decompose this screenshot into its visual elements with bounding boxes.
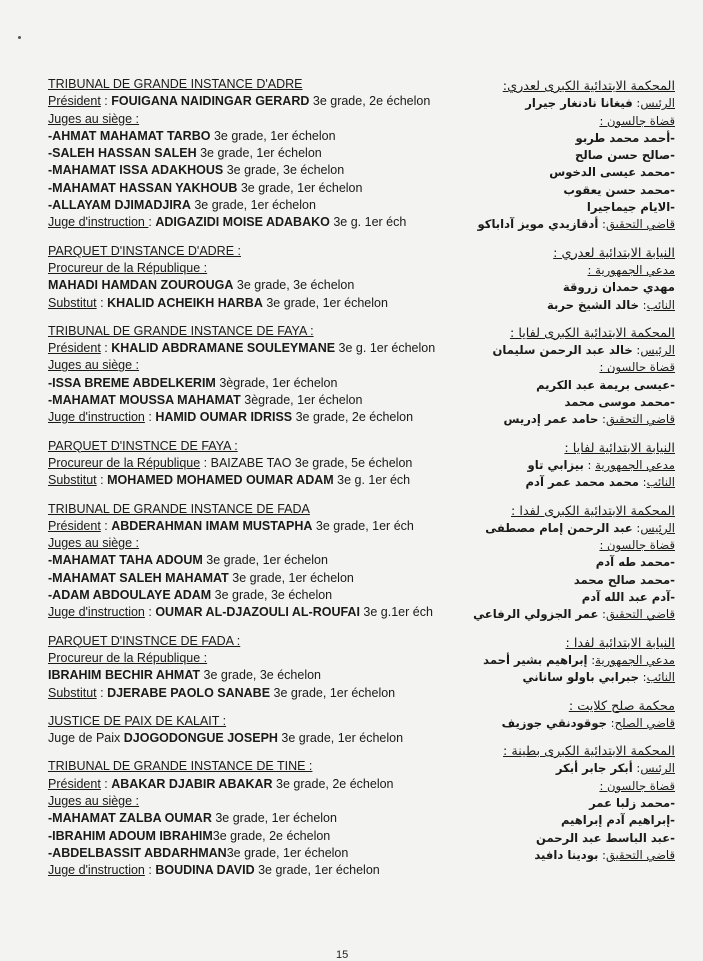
ar-entry-line: [450, 760, 675, 777]
official-name: FOUIGANA NAIDINGAR GERARD: [111, 94, 310, 109]
official-name: خالد عبد الرحمن سليمان: [492, 343, 633, 358]
fr-section: [48, 76, 448, 232]
section-gap: [450, 314, 675, 325]
grade-echelon: 3e grade, 1er échelon: [210, 128, 336, 143]
grade-echelon: 3e grade, 1er échelon: [228, 570, 354, 585]
role-label: Substitut: [48, 473, 97, 488]
grade-echelon: 3ègrade, 1er échelon: [240, 393, 363, 408]
ar-entry-line: [450, 199, 675, 216]
grade-echelon: 3e grade, 1er éch: [312, 518, 414, 533]
subheading: قضاة جالسون :: [599, 538, 675, 553]
ar-entry-line: [450, 359, 675, 376]
subheading: قضاة جالسون :: [599, 778, 675, 793]
fr-section-title: TRIBUNAL DE GRANDE INSTANCE D'ADRE: [48, 77, 303, 91]
separator: :: [632, 761, 641, 776]
official-name: -محمد عيسى الدخوس: [549, 165, 675, 180]
grade-echelon: 3e grade, 1er échelon: [254, 863, 380, 878]
ar-entry-line: [450, 164, 675, 181]
grade-echelon: 3e grade, 1er échelon: [190, 198, 316, 213]
scan-speck: [18, 36, 21, 39]
subheading: قضاة جالسون :: [599, 113, 675, 128]
section-gap: [48, 312, 448, 323]
fr-entry-line: [48, 455, 448, 472]
grade-echelon: 3e grade, 1er échelon: [196, 146, 322, 161]
ar-entry-line: [450, 669, 675, 686]
ar-entry-line: [450, 830, 675, 847]
official-name: -عيسى بريمة عبد الكريم: [536, 377, 675, 392]
official-name: -أحمد محمد طربو: [575, 130, 675, 145]
official-name: -محمد موسى محمد: [564, 395, 675, 410]
grade-echelon: 3e grade, 3e échelon: [223, 163, 345, 178]
fr-section: [48, 713, 448, 748]
ar-entry-line: [450, 342, 675, 359]
subheading: Juges au siège :: [48, 111, 140, 126]
ar-entry-line: [450, 95, 675, 112]
official-name: -AHMAT MAHAMAT TARBO: [48, 128, 211, 143]
official-name: -MAHAMAT MOUSSA MAHAMAT: [48, 393, 241, 408]
separator: :: [100, 776, 112, 791]
official-name: -MAHAMAT SALEH MAHAMAT: [48, 570, 229, 585]
ar-entry-line: [450, 474, 675, 491]
role-label: Président: [48, 94, 101, 109]
official-name: إبراهيم بشير أحمد: [483, 652, 588, 667]
grade-echelon: 3e g. 1er échelon: [335, 341, 436, 356]
separator: :: [583, 457, 596, 472]
fr-section-title: JUSTICE DE PAIX DE KALAIT :: [48, 713, 227, 728]
fr-entry-line: [48, 145, 448, 162]
separator: :: [200, 455, 211, 470]
separator: :: [100, 341, 112, 356]
fr-section-title: PARQUET D'INSTNCE DE FAYA :: [48, 438, 238, 453]
ar-section: [450, 503, 675, 624]
separator: :: [144, 410, 156, 425]
official-name: -ADAM ABDOULAYE ADAM: [48, 588, 212, 603]
section-gap: [450, 687, 675, 698]
role-label: Juge d'instruction: [48, 215, 149, 230]
french-column: [48, 76, 448, 879]
grade-echelon: 3e g.1er éch: [359, 605, 433, 620]
official-name: جبرابي باولو ساناني: [522, 670, 639, 685]
ar-section: [450, 698, 675, 733]
separator: :: [639, 670, 647, 685]
fr-section-title: PARQUET D'INSTANCE D'ADRE :: [48, 243, 241, 258]
official-name: مهدي حمدان زروقة: [562, 280, 675, 295]
fr-entry-line: [48, 828, 448, 845]
grade-echelon: 3e grade, 1er échelon: [277, 731, 404, 746]
official-name: حامد عمر إدريس: [503, 412, 599, 427]
ar-entry-line: [450, 377, 675, 394]
separator: :: [632, 96, 641, 111]
ar-entry-line: [450, 520, 675, 537]
role-label: مدعي الجمهورية: [595, 457, 675, 472]
ar-entry-line: [450, 113, 675, 130]
ar-section-title: المحكمة الابتدائية الكبرى بطينة :: [503, 744, 675, 760]
fr-entry-line: [48, 260, 448, 277]
ar-section-title: المحكمة الابتدائية الكبرى لعدري:: [502, 79, 675, 94]
official-name: IBRAHIM BECHIR AHMAT: [48, 668, 201, 683]
official-name: -IBRAHIM ADOUM IBRAHIM: [48, 828, 213, 843]
subheading: قضاة جالسون :: [599, 360, 675, 375]
ar-section: [450, 245, 675, 314]
ar-section: [450, 325, 675, 429]
role-label: قاضي التحقيق: [605, 217, 675, 232]
official-name: -آدم عبد الله آدم: [581, 590, 675, 605]
ar-section-title: النيابة الابتدائية لفايا :: [564, 440, 675, 456]
fr-entry-line: [48, 277, 448, 294]
grade-echelon: 3ègrade, 1er échelon: [215, 375, 338, 390]
separator: :: [96, 685, 108, 700]
official-name: MAHADI HAMDAN ZOUROUGA: [48, 278, 234, 293]
official-name: -محمد زلبا عمر: [589, 795, 675, 810]
fr-section-title: TRIBUNAL DE GRANDE INSTANCE DE FAYA :: [48, 323, 314, 338]
official-name: -ALLAYAM DJIMADJIRA: [48, 198, 191, 213]
ar-entry-line: [450, 147, 675, 164]
official-name: خالد الشيخ حربة: [547, 297, 639, 312]
separator: :: [598, 847, 606, 862]
ar-entry-line: [450, 457, 675, 474]
section-gap: [48, 747, 448, 758]
subheading: Juges au siège :: [48, 793, 140, 808]
ar-entry-line: [450, 130, 675, 147]
ar-entry-line: [450, 847, 675, 864]
role-label: Juge d'instruction: [48, 410, 145, 425]
official-name: DJOGODONGUE JOSEPH: [123, 731, 278, 746]
grade-echelon: 3e grade, 3e échelon: [211, 588, 333, 603]
role-label: Président: [48, 776, 101, 791]
separator: :: [598, 607, 606, 622]
ar-section-title: المحكمة الابتدائية الكبرى لفايا :: [509, 325, 675, 341]
role-label: مدعي الجمهورية: [595, 652, 675, 667]
subheading: Procureur de la République :: [48, 650, 208, 665]
fr-entry-line: [48, 472, 448, 489]
fr-entry-line: [48, 409, 448, 426]
fr-entry-line: [48, 357, 448, 374]
grade-echelon: 3e g. 1er éch: [333, 473, 411, 488]
ar-section-title: محكمة صلح كلايت :: [568, 698, 675, 714]
ar-section: [450, 743, 675, 864]
separator: :: [632, 343, 641, 358]
role-label: الرئيس: [640, 343, 675, 358]
official-name: DJERABE PAOLO SANABE: [107, 685, 271, 700]
official-name: ADIGAZIDI MOISE ADABAKO: [155, 215, 330, 230]
ar-entry-line: [450, 812, 675, 829]
role-label: النائب: [646, 297, 675, 312]
grade-echelon: 3e grade, 1er échelon: [226, 845, 349, 860]
official-name: HAMID OUMAR IDRISS: [155, 410, 293, 425]
grade-echelon: 3e grade, 1er échelon: [237, 180, 363, 195]
ar-entry-line: [450, 652, 675, 669]
fr-section-title: TRIBUNAL DE GRANDE INSTANCE DE FADA: [48, 501, 310, 516]
fr-entry-line: [48, 776, 448, 793]
role-label: Substitut: [48, 295, 97, 310]
official-name: -MAHAMAT HASSAN YAKHOUB: [48, 180, 238, 195]
fr-entry-line: [48, 375, 448, 392]
role-label: النائب: [646, 670, 675, 685]
fr-entry-line: [48, 862, 448, 879]
section-gap: [48, 702, 448, 713]
ar-section-title: النيابة الابتدائية لعدري :: [553, 245, 675, 261]
section-gap: [48, 427, 448, 438]
role-label: قاضي التحقيق: [605, 412, 675, 427]
fr-entry-line: [48, 650, 448, 667]
official-name: عبد الرحمن إمام مصطفى: [485, 520, 633, 535]
official-name: KHALID ACHEIKH HARBA: [107, 295, 263, 310]
official-name: جوقودنقي جوزيف: [501, 715, 607, 730]
official-name: بيزابي تاو: [527, 457, 584, 472]
grade-echelon: BAIZABE TAO 3e grade, 5e échelon: [210, 455, 413, 470]
ar-entry-line: [450, 572, 675, 589]
role-label: Substitut: [48, 685, 97, 700]
fr-entry-line: [48, 162, 448, 179]
role-label: قاضي التحقيق: [605, 607, 675, 622]
separator: :: [632, 520, 641, 535]
grade-echelon: 3e g. 1er éch: [329, 215, 407, 230]
official-name: بودينا دافيد: [534, 847, 599, 862]
separator: :: [639, 475, 647, 490]
separator: :: [144, 605, 156, 620]
ar-section: [450, 440, 675, 492]
ar-entry-line: [450, 297, 675, 314]
official-name: -إبراهيم آدم إبراهيم: [560, 813, 675, 828]
fr-entry-line: [48, 214, 448, 231]
fr-entry-line: [48, 810, 448, 827]
role-label: قاضي الصلح: [614, 715, 675, 730]
official-name: -الايام جيماجيرا: [586, 200, 675, 215]
fr-section-title: TRIBUNAL DE GRANDE INSTANCE DE TINE :: [48, 759, 313, 774]
separator: :: [587, 652, 596, 667]
grade-echelon: 3e grade, 2e échelon: [292, 410, 414, 425]
fr-entry-line: [48, 845, 448, 862]
fr-entry-line: [48, 93, 448, 110]
fr-entry-line: [48, 685, 448, 702]
fr-entry-line: [48, 552, 448, 569]
fr-entry-line: [48, 730, 448, 747]
ar-entry-line: [450, 216, 675, 233]
ar-entry-line: [450, 606, 675, 623]
ar-section: [450, 635, 675, 687]
official-name: -SALEH HASSAN SALEH: [48, 146, 197, 161]
fr-entry-line: [48, 392, 448, 409]
official-name: -ABDELBASSIT ABDARHMAN: [48, 845, 227, 860]
official-name: عمر الجزولي الرفاعي: [473, 607, 599, 622]
ar-entry-line: [450, 715, 675, 732]
official-name: -MAHAMAT TAHA ADOUM: [48, 553, 203, 568]
official-name: فيغانا نادنغار جيرار: [525, 96, 633, 111]
separator: :: [100, 518, 112, 533]
official-name: -MAHAMAT ZALBA OUMAR: [48, 811, 212, 826]
section-gap: [450, 624, 675, 635]
ar-entry-line: [450, 537, 675, 554]
role-label: الرئيس: [640, 96, 675, 111]
ar-entry-line: [450, 589, 675, 606]
subheading: مدعي الجمهورية :: [587, 262, 675, 277]
fr-section: [48, 438, 448, 490]
grade-echelon: 3e grade, 1er échelon: [202, 553, 328, 568]
official-name: BOUDINA DAVID: [155, 863, 255, 878]
official-name: ABAKAR DJABIR ABAKAR: [111, 776, 273, 791]
separator: :: [148, 215, 156, 230]
official-name: -محمد حسن يعقوب: [563, 182, 675, 197]
official-name: -عبد الباسط عبد الرحمن: [536, 830, 675, 845]
fr-entry-line: [48, 111, 448, 128]
separator: :: [144, 863, 156, 878]
fr-entry-line: [48, 340, 448, 357]
ar-section-title: المحكمة الابتدائية الكبرى لفدا :: [511, 503, 675, 519]
fr-entry-line: [48, 570, 448, 587]
official-name: OUMAR AL-DJAZOULI AL-ROUFAI: [155, 605, 360, 620]
ar-entry-line: [450, 182, 675, 199]
fr-entry-line: [48, 295, 448, 312]
fr-section: [48, 758, 448, 879]
ar-section-title: النيابة الابتدائية لفدا :: [565, 635, 675, 651]
fr-entry-line: [48, 604, 448, 621]
separator: :: [598, 412, 606, 427]
official-name: -صالح حسن صالح: [574, 148, 675, 163]
arabic-column: [450, 78, 675, 864]
role-label: Procureur de la République: [48, 455, 201, 470]
role-label: Président: [48, 341, 101, 356]
grade-echelon: 3e grade, 2e échelon: [309, 94, 431, 109]
separator: :: [607, 715, 615, 730]
fr-entry-line: [48, 587, 448, 604]
fr-entry-line: [48, 128, 448, 145]
section-gap: [48, 622, 448, 633]
official-name: أبكر جابر أبكر: [555, 761, 633, 776]
separator: :: [100, 94, 112, 109]
separator: :: [639, 297, 647, 312]
official-name: -محمد صالح محمد: [573, 572, 675, 587]
subheading: Juges au siège :: [48, 358, 140, 373]
ar-section: [450, 78, 675, 234]
role-label: Président: [48, 518, 101, 533]
role-label: Juge d'instruction: [48, 863, 145, 878]
subheading: Procureur de la République :: [48, 260, 208, 275]
official-name: MOHAMED MOHAMED OUMAR ADAM: [107, 473, 334, 488]
page-number: 15: [336, 949, 349, 961]
fr-section-title: PARQUET D'INSTNCE DE FADA :: [48, 633, 241, 648]
ar-entry-line: [450, 795, 675, 812]
section-gap: [450, 492, 675, 503]
ar-entry-line: [450, 394, 675, 411]
official-name: KHALID ABDRAMANE SOULEYMANE: [111, 341, 336, 356]
grade-echelon: 3e grade, 3e échelon: [200, 668, 322, 683]
grade-echelon: 3e grade, 2e échelon: [272, 776, 394, 791]
grade-echelon: 3e grade, 2e échelon: [212, 828, 331, 843]
grade-echelon: 3e grade, 1er échelon: [270, 685, 396, 700]
official-name: -MAHAMAT ISSA ADAKHOUS: [48, 163, 224, 178]
fr-entry-line: [48, 535, 448, 552]
fr-section: [48, 323, 448, 427]
section-gap: [48, 490, 448, 501]
fr-entry-line: [48, 180, 448, 197]
section-gap: [450, 732, 675, 743]
role-label: Juge d'instruction: [48, 605, 145, 620]
ar-entry-line: [450, 279, 675, 296]
ar-entry-line: [450, 778, 675, 795]
subheading: Juges au siège :: [48, 536, 140, 551]
fr-entry-line: [48, 667, 448, 684]
grade-echelon: 3e grade, 1er échelon: [262, 295, 388, 310]
fr-entry-line: [48, 793, 448, 810]
fr-entry-line: [48, 518, 448, 535]
fr-entry-line: [48, 197, 448, 214]
ar-entry-line: [450, 262, 675, 279]
fr-section: [48, 243, 448, 312]
ar-entry-line: [450, 411, 675, 428]
separator: :: [96, 473, 108, 488]
grade-echelon: 3e grade, 3e échelon: [233, 278, 355, 293]
fr-section: [48, 633, 448, 702]
official-name: -ISSA BREME ABDELKERIM: [48, 375, 216, 390]
section-gap: [450, 429, 675, 440]
official-name: ABDERAHMAN IMAM MUSTAPHA: [111, 518, 313, 533]
separator: :: [598, 217, 606, 232]
section-gap: [48, 232, 448, 243]
grade-echelon: 3e grade, 1er échelon: [211, 811, 337, 826]
role-label: قاضي التحقيق: [605, 847, 675, 862]
role-label: النائب: [646, 475, 675, 490]
section-gap: [450, 234, 675, 245]
official-name: أدقازيدي مويز آداباكو: [477, 217, 599, 232]
separator: :: [96, 295, 108, 310]
official-name: محمد محمد عمر آدم: [525, 475, 639, 490]
role-label: الرئيس: [640, 761, 675, 776]
role-label: Juge de Paix: [48, 731, 124, 746]
fr-section: [48, 501, 448, 622]
role-label: الرئيس: [640, 520, 675, 535]
ar-entry-line: [450, 554, 675, 571]
official-name: -محمد طه آدم: [595, 555, 675, 570]
